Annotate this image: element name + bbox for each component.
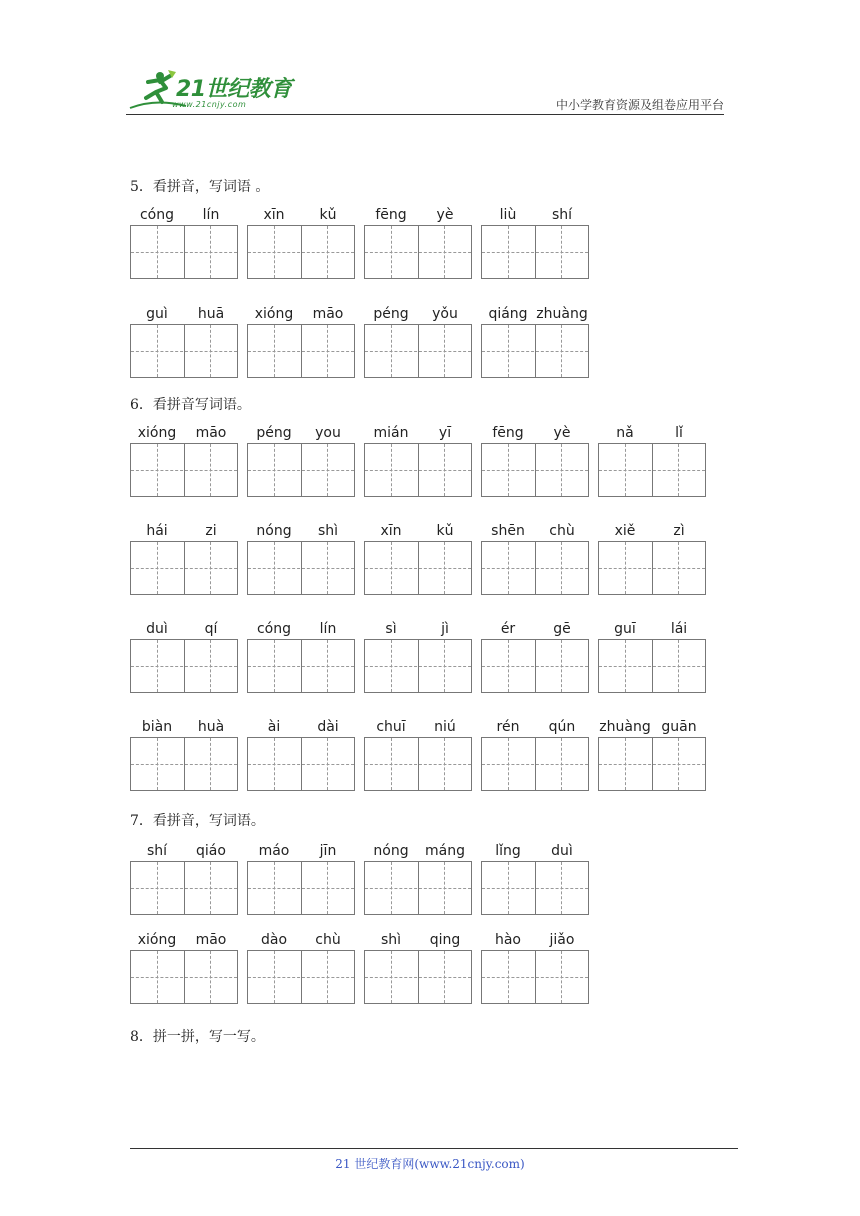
grid-guide-horizontal	[365, 470, 471, 471]
pinyin-syllable: shì	[380, 932, 402, 948]
pinyin-syllable: máng	[425, 843, 465, 859]
pinyin-syllable: xióng	[137, 425, 177, 441]
pinyin-syllable: māo	[312, 306, 344, 322]
grid-guide-horizontal	[131, 888, 237, 889]
writing-grid[interactable]	[247, 443, 355, 497]
writing-grid[interactable]	[481, 225, 589, 279]
pinyin-syllable: qí	[204, 621, 218, 637]
pinyin-syllable: chuī	[376, 719, 406, 735]
grid-guide-horizontal	[248, 764, 354, 765]
grid-guide-horizontal	[482, 351, 588, 352]
grid-guide-vertical	[327, 951, 328, 1003]
pinyin-syllable: lǐng	[495, 843, 521, 859]
writing-grid[interactable]	[130, 861, 238, 915]
grid-guide-vertical	[444, 640, 445, 692]
grid-guide-vertical	[391, 325, 392, 377]
grid-guide-vertical	[210, 640, 211, 692]
grid-guide-horizontal	[248, 470, 354, 471]
grid-guide-horizontal	[131, 568, 237, 569]
pinyin-syllable: shēn	[491, 523, 525, 539]
pinyin-syllable: huà	[197, 719, 225, 735]
grid-guide-horizontal	[365, 252, 471, 253]
grid-guide-vertical	[210, 325, 211, 377]
grid-guide-vertical	[391, 862, 392, 914]
grid-guide-vertical	[561, 542, 562, 594]
grid-guide-vertical	[678, 738, 679, 790]
writing-grid[interactable]	[598, 639, 706, 693]
writing-grid[interactable]	[130, 950, 238, 1004]
grid-guide-vertical	[210, 226, 211, 278]
grid-guide-vertical	[157, 862, 158, 914]
writing-grid[interactable]	[481, 324, 589, 378]
grid-guide-horizontal	[248, 252, 354, 253]
question-title: 8．拼一拼，写一写。	[130, 1029, 265, 1045]
pinyin-syllable: māo	[195, 932, 227, 948]
grid-guide-vertical	[210, 444, 211, 496]
pinyin-syllable: jì	[441, 621, 449, 637]
grid-guide-vertical	[561, 226, 562, 278]
grid-guide-horizontal	[599, 568, 705, 569]
grid-guide-vertical	[274, 542, 275, 594]
writing-grid[interactable]	[247, 737, 355, 791]
grid-guide-vertical	[444, 951, 445, 1003]
grid-guide-vertical	[561, 862, 562, 914]
writing-grid[interactable]	[364, 950, 472, 1004]
grid-guide-horizontal	[131, 470, 237, 471]
grid-guide-vertical	[327, 325, 328, 377]
grid-guide-horizontal	[131, 351, 237, 352]
grid-guide-vertical	[157, 542, 158, 594]
grid-guide-horizontal	[248, 568, 354, 569]
pinyin-syllable: duì	[551, 843, 573, 859]
grid-guide-vertical	[391, 640, 392, 692]
grid-guide-horizontal	[131, 764, 237, 765]
pinyin-syllable: fēng	[375, 207, 407, 223]
grid-guide-vertical	[561, 325, 562, 377]
writing-grid[interactable]	[130, 541, 238, 595]
grid-guide-horizontal	[365, 764, 471, 765]
writing-grid[interactable]	[598, 541, 706, 595]
grid-guide-vertical	[210, 542, 211, 594]
grid-guide-horizontal	[248, 977, 354, 978]
grid-guide-vertical	[508, 325, 509, 377]
pinyin-syllable: chù	[549, 523, 575, 539]
pinyin-syllable: lǐ	[675, 425, 683, 441]
grid-guide-vertical	[210, 862, 211, 914]
pinyin-syllable: guī	[614, 621, 636, 637]
pinyin-syllable: you	[315, 425, 341, 441]
grid-guide-vertical	[327, 226, 328, 278]
pinyin-syllable: yè	[436, 207, 454, 223]
pinyin-syllable: xiě	[614, 523, 636, 539]
grid-guide-horizontal	[131, 977, 237, 978]
grid-guide-horizontal	[599, 666, 705, 667]
pinyin-syllable: guì	[146, 306, 168, 322]
pinyin-syllable: kǔ	[436, 523, 454, 539]
pinyin-syllable: huā	[197, 306, 225, 322]
pinyin-syllable: yī	[438, 425, 452, 441]
pinyin-syllable: yǒu	[432, 306, 458, 322]
writing-grid[interactable]	[130, 443, 238, 497]
pinyin-syllable: ér	[500, 621, 516, 637]
grid-guide-vertical	[210, 951, 211, 1003]
pinyin-syllable: lín	[319, 621, 337, 637]
grid-guide-vertical	[508, 444, 509, 496]
pinyin-syllable: chù	[315, 932, 341, 948]
grid-guide-vertical	[561, 951, 562, 1003]
grid-guide-vertical	[327, 738, 328, 790]
writing-grid[interactable]	[481, 443, 589, 497]
grid-guide-horizontal	[482, 764, 588, 765]
pinyin-syllable: shí	[146, 843, 168, 859]
pinyin-syllable: dài	[317, 719, 339, 735]
pinyin-syllable: zì	[673, 523, 685, 539]
grid-guide-vertical	[561, 640, 562, 692]
pinyin-syllable: péng	[373, 306, 409, 322]
pinyin-syllable: guān	[661, 719, 697, 735]
writing-grid[interactable]	[130, 639, 238, 693]
writing-grid[interactable]	[481, 950, 589, 1004]
grid-guide-horizontal	[365, 568, 471, 569]
header-platform-text: 中小学教育资源及组卷应用平台	[555, 98, 724, 112]
grid-guide-horizontal	[131, 252, 237, 253]
writing-grid[interactable]	[247, 225, 355, 279]
grid-guide-vertical	[157, 325, 158, 377]
grid-guide-vertical	[274, 226, 275, 278]
grid-guide-vertical	[157, 738, 158, 790]
writing-grid[interactable]	[247, 324, 355, 378]
pinyin-syllable: qiáng	[488, 306, 528, 322]
footer-text: 21 世纪教育网(www.21cnjy.com)	[335, 1157, 525, 1171]
pinyin-syllable: lín	[202, 207, 220, 223]
grid-guide-vertical	[274, 640, 275, 692]
writing-grid[interactable]	[130, 737, 238, 791]
grid-guide-horizontal	[131, 666, 237, 667]
pinyin-syllable: jiǎo	[549, 932, 575, 948]
pinyin-syllable: shí	[551, 207, 573, 223]
writing-grid[interactable]	[598, 737, 706, 791]
grid-guide-vertical	[391, 542, 392, 594]
pinyin-syllable: lái	[670, 621, 688, 637]
pinyin-syllable: cóng	[256, 621, 292, 637]
grid-guide-vertical	[561, 444, 562, 496]
pinyin-syllable: qiáo	[196, 843, 226, 859]
writing-grid[interactable]	[481, 639, 589, 693]
writing-grid[interactable]	[364, 737, 472, 791]
pinyin-syllable: shì	[317, 523, 339, 539]
grid-guide-vertical	[327, 640, 328, 692]
writing-grid[interactable]	[481, 861, 589, 915]
pinyin-syllable: péng	[256, 425, 292, 441]
grid-guide-vertical	[444, 542, 445, 594]
writing-grid[interactable]	[247, 639, 355, 693]
pinyin-syllable: rén	[496, 719, 520, 735]
writing-grid[interactable]	[130, 225, 238, 279]
writing-grid[interactable]	[247, 950, 355, 1004]
grid-guide-vertical	[508, 951, 509, 1003]
writing-grid[interactable]	[247, 861, 355, 915]
pinyin-syllable: nóng	[373, 843, 409, 859]
pinyin-syllable: biàn	[141, 719, 173, 735]
grid-guide-vertical	[508, 862, 509, 914]
grid-guide-vertical	[391, 226, 392, 278]
writing-grid[interactable]	[364, 541, 472, 595]
grid-guide-vertical	[625, 738, 626, 790]
pinyin-syllable: zi	[205, 523, 217, 539]
grid-guide-vertical	[157, 640, 158, 692]
grid-guide-vertical	[274, 951, 275, 1003]
grid-guide-vertical	[678, 640, 679, 692]
writing-grid[interactable]	[481, 737, 589, 791]
writing-grid[interactable]	[598, 443, 706, 497]
grid-guide-horizontal	[482, 888, 588, 889]
grid-guide-horizontal	[248, 666, 354, 667]
pinyin-syllable: yè	[553, 425, 571, 441]
pinyin-syllable: xióng	[137, 932, 177, 948]
pinyin-syllable: jīn	[319, 843, 337, 859]
pinyin-syllable: liù	[499, 207, 517, 223]
writing-grid[interactable]	[130, 324, 238, 378]
grid-guide-vertical	[327, 862, 328, 914]
pinyin-syllable: xióng	[254, 306, 294, 322]
grid-guide-horizontal	[482, 977, 588, 978]
pinyin-syllable: mián	[373, 425, 409, 441]
pinyin-syllable: zhuàng	[536, 306, 588, 322]
question-title: 6．看拼音写词语。	[130, 397, 251, 413]
grid-guide-vertical	[561, 738, 562, 790]
grid-guide-vertical	[508, 640, 509, 692]
grid-guide-vertical	[327, 542, 328, 594]
pinyin-syllable: hào	[494, 932, 522, 948]
pinyin-syllable: xīn	[380, 523, 402, 539]
pinyin-syllable: nǎ	[616, 425, 634, 441]
grid-guide-vertical	[391, 951, 392, 1003]
pinyin-syllable: qing	[429, 932, 461, 948]
pinyin-syllable: zhuàng	[599, 719, 651, 735]
writing-grid[interactable]	[247, 541, 355, 595]
pinyin-syllable: máo	[258, 843, 290, 859]
question-title: 5．看拼音，写词语 。	[130, 179, 270, 195]
grid-guide-horizontal	[482, 252, 588, 253]
writing-grid[interactable]	[364, 324, 472, 378]
grid-guide-vertical	[157, 951, 158, 1003]
pinyin-syllable: gē	[553, 621, 571, 637]
writing-grid[interactable]	[364, 443, 472, 497]
pinyin-syllable: duì	[146, 621, 168, 637]
question-title: 7．看拼音，写词语。	[130, 813, 265, 829]
grid-guide-horizontal	[365, 977, 471, 978]
footer-divider	[130, 1148, 738, 1149]
grid-guide-vertical	[391, 738, 392, 790]
grid-guide-horizontal	[365, 888, 471, 889]
pinyin-syllable: qún	[548, 719, 576, 735]
grid-guide-vertical	[625, 542, 626, 594]
page-header	[0, 0, 860, 120]
pinyin-syllable: kǔ	[319, 207, 337, 223]
logo-text: 21世纪教育	[176, 77, 292, 102]
grid-guide-vertical	[327, 444, 328, 496]
grid-guide-vertical	[508, 226, 509, 278]
pinyin-syllable: xīn	[263, 207, 285, 223]
writing-grid[interactable]	[481, 541, 589, 595]
pinyin-syllable: niú	[434, 719, 456, 735]
grid-guide-vertical	[444, 226, 445, 278]
grid-guide-vertical	[391, 444, 392, 496]
pinyin-syllable: sì	[385, 621, 397, 637]
writing-grid[interactable]	[364, 225, 472, 279]
pinyin-syllable: hái	[146, 523, 168, 539]
grid-guide-vertical	[625, 640, 626, 692]
pinyin-syllable: cóng	[139, 207, 175, 223]
grid-guide-vertical	[625, 444, 626, 496]
grid-guide-horizontal	[482, 470, 588, 471]
grid-guide-vertical	[678, 444, 679, 496]
grid-guide-horizontal	[482, 568, 588, 569]
grid-guide-vertical	[508, 542, 509, 594]
grid-guide-horizontal	[365, 351, 471, 352]
grid-guide-horizontal	[482, 666, 588, 667]
grid-guide-horizontal	[365, 666, 471, 667]
writing-grid[interactable]	[364, 639, 472, 693]
grid-guide-vertical	[444, 444, 445, 496]
pinyin-syllable: dào	[260, 932, 288, 948]
grid-guide-vertical	[444, 862, 445, 914]
grid-guide-vertical	[274, 862, 275, 914]
pinyin-syllable: nóng	[256, 523, 292, 539]
grid-guide-horizontal	[599, 764, 705, 765]
grid-guide-vertical	[274, 444, 275, 496]
pinyin-syllable: fēng	[492, 425, 524, 441]
pinyin-syllable: māo	[195, 425, 227, 441]
grid-guide-vertical	[444, 738, 445, 790]
grid-guide-vertical	[678, 542, 679, 594]
grid-guide-vertical	[508, 738, 509, 790]
grid-guide-vertical	[444, 325, 445, 377]
grid-guide-vertical	[157, 444, 158, 496]
pinyin-syllable: ài	[267, 719, 281, 735]
grid-guide-horizontal	[248, 351, 354, 352]
writing-grid[interactable]	[364, 861, 472, 915]
grid-guide-vertical	[210, 738, 211, 790]
grid-guide-vertical	[274, 738, 275, 790]
logo-url: www.21cnjy.com	[172, 100, 247, 109]
grid-guide-horizontal	[599, 470, 705, 471]
header-divider	[126, 114, 724, 115]
grid-guide-horizontal	[248, 888, 354, 889]
grid-guide-vertical	[157, 226, 158, 278]
grid-guide-vertical	[274, 325, 275, 377]
